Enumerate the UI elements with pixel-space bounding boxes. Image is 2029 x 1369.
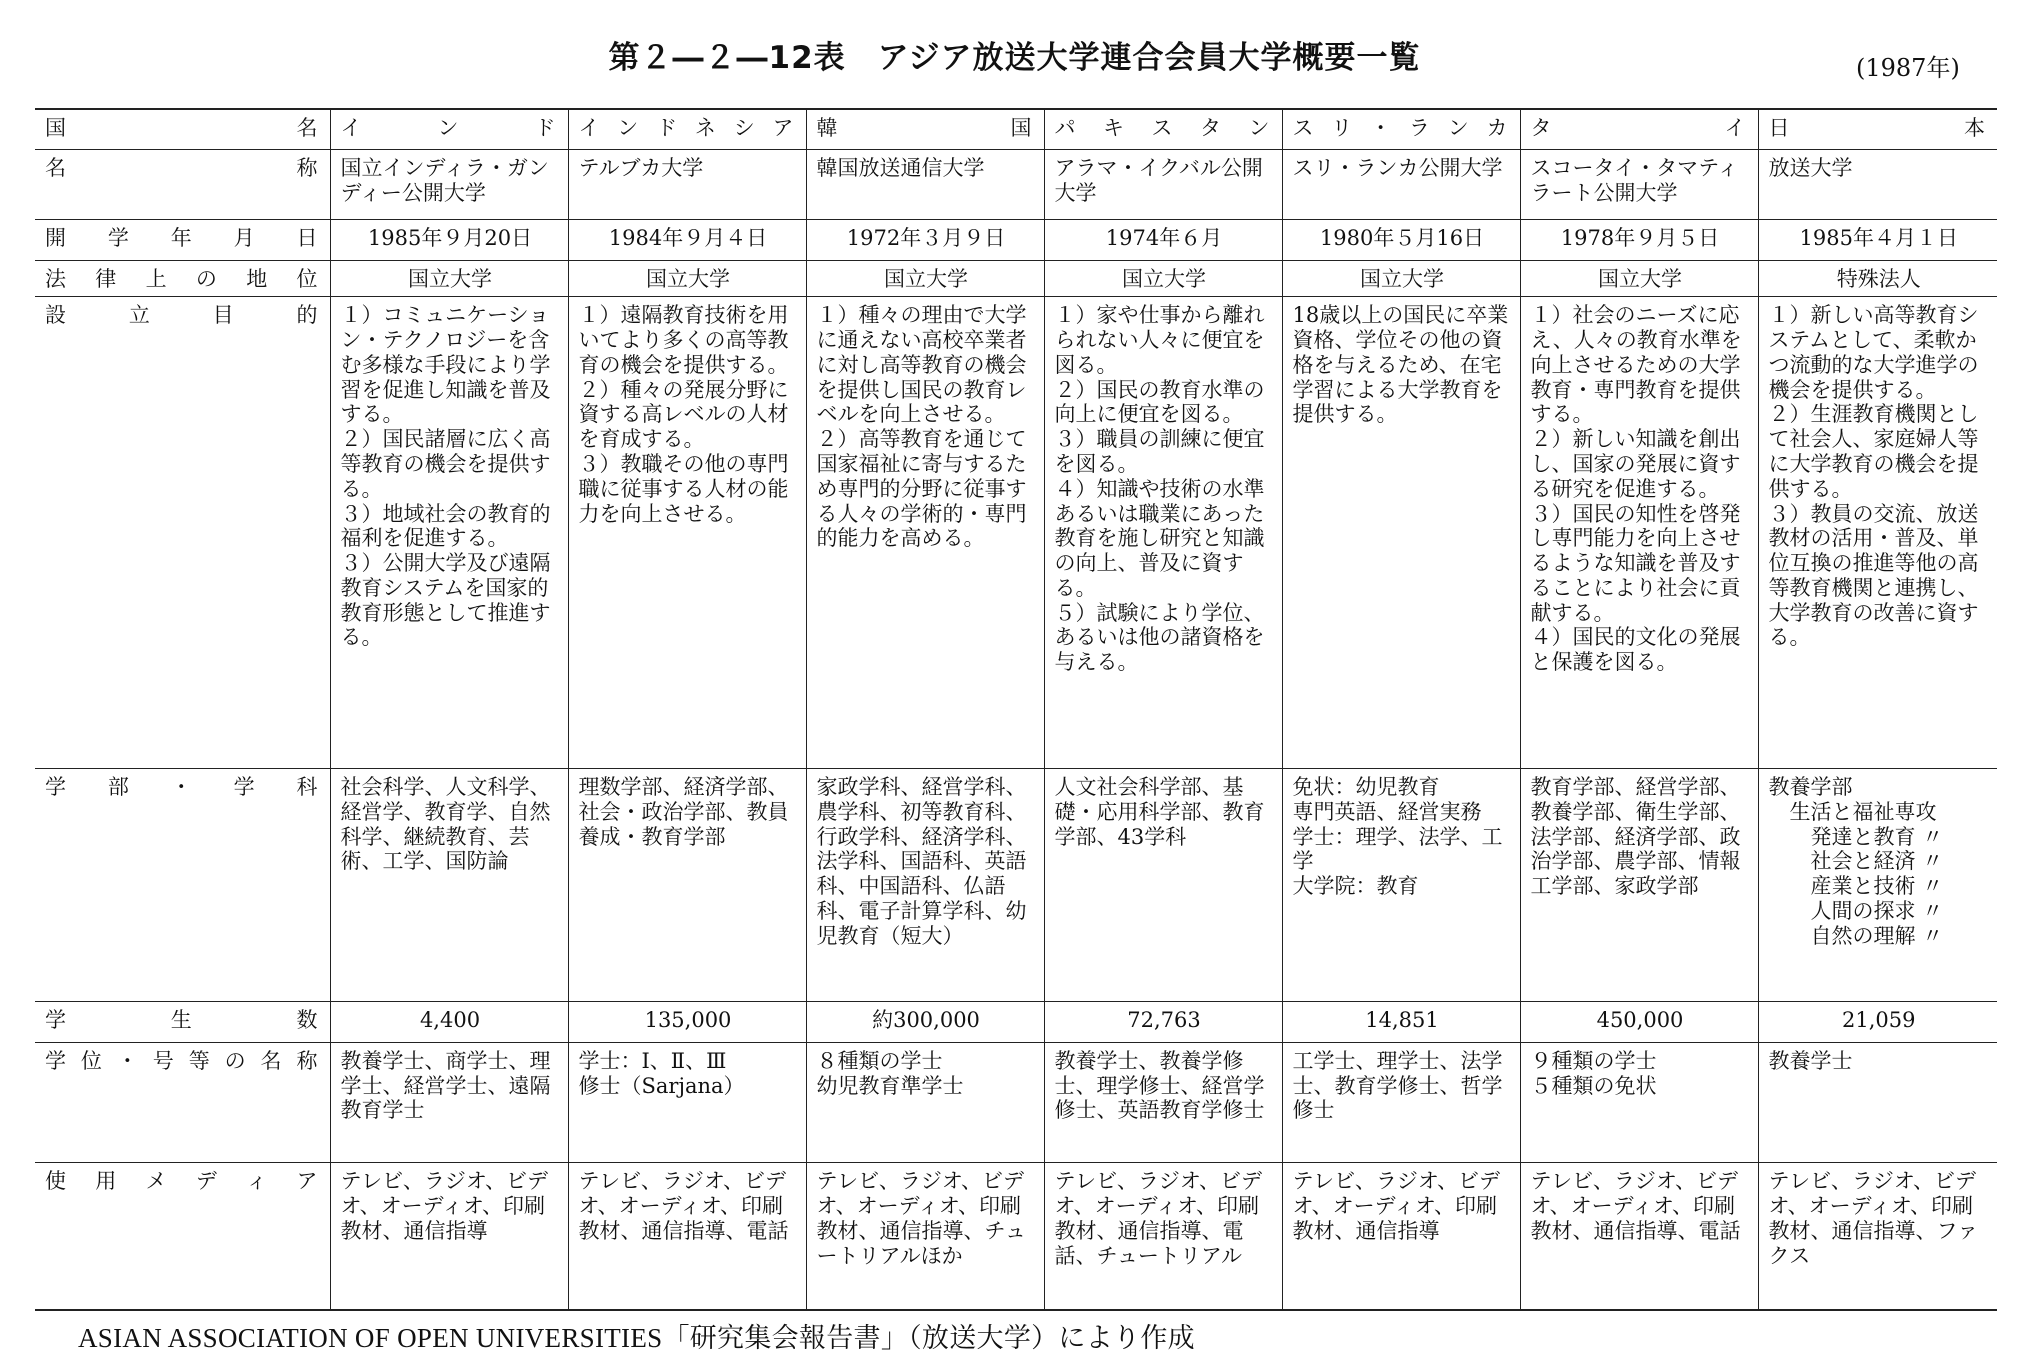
- table-year: (1987年): [1856, 54, 1960, 82]
- cell-legal: 国立大学: [568, 260, 806, 297]
- cell-opened: 1972年３月９日: [806, 219, 1044, 260]
- cell-legal: 国立大学: [1282, 260, 1520, 297]
- cell-country: [1044, 109, 1282, 150]
- cell-name: スリ・ランカ公開大学: [1282, 150, 1520, 219]
- row-students: [35, 1002, 1997, 1043]
- cell-students: 約300,000: [806, 1002, 1044, 1043]
- row-label-faculties: [35, 769, 330, 1002]
- cell-degrees: ８種類の学士 幼児教育準学士: [806, 1042, 1044, 1163]
- row-opened: [35, 219, 1997, 260]
- cell-students: 4,400: [330, 1002, 568, 1043]
- cell-students: 21,059: [1758, 1002, 1997, 1043]
- row-name: [35, 150, 1997, 219]
- cell-opened: 1985年９月20日: [330, 219, 568, 260]
- cell-name: スコータイ・タマティラート公開大学: [1520, 150, 1758, 219]
- cell-country: [1758, 109, 1997, 150]
- cell-purpose: １）家や仕事から離れられない人々に便宜を図る。 ２）国民の教育水準の向上に便宜を図る。 ３）職員の訓練に便宜を図る。 ４）知識や技術の水準あるいは職業にあった教育を施し研究と知識の向上、普及に資する。 ５）試験により学位、あるいは他の諸資格を与える。: [1044, 297, 1282, 769]
- cell-legal: 国立大学: [330, 260, 568, 297]
- row-label-students: [35, 1002, 330, 1043]
- spread-label: 韓 国: [816, 116, 1032, 140]
- cell-students: 450,000: [1520, 1002, 1758, 1043]
- spread-label: ス リ ・ ラ ン カ: [1292, 116, 1508, 140]
- cell-media: テレビ、ラジオ、ビデオ、オーディオ、印刷教材、通信指導、チュートリアルほか: [806, 1163, 1044, 1310]
- spread-label: パ キ ス タ ン: [1054, 116, 1270, 140]
- cell-faculties: 教養学部 生活と福祉専攻 発達と教育 〃 社会と経済 〃 産業と技術 〃 人間の探求 〃 自然の理解 〃: [1758, 769, 1997, 1002]
- spread-label: 使 用 メ デ ィ ア: [45, 1169, 318, 1194]
- source-note: ASIAN ASSOCIATION OF OPEN UNIVERSITIES「研究集会報告書」（放送大学）により作成: [78, 1323, 1195, 1353]
- spread-label: タ イ: [1530, 116, 1746, 140]
- cell-name: 韓国放送通信大学: [806, 150, 1044, 219]
- cell-media: テレビ、ラジオ、ビデオ、オーディオ、印刷教材、通信指導: [330, 1163, 568, 1310]
- row-media: [35, 1163, 1997, 1310]
- cell-faculties: 理数学部、経済学部、社会・政治学部、教員養成・教育学部: [568, 769, 806, 1002]
- cell-legal: 国立大学: [806, 260, 1044, 297]
- cell-name: テルブカ大学: [568, 150, 806, 219]
- cell-purpose: １）社会のニーズに応え、人々の教育水準を向上させるための大学教育・専門教育を提供する。 ２）新しい知識を創出し、国家の発展に資する研究を促進する。 ３）国民の知性を啓発し専門能力を向上させるような知識を普及することにより社会に貢献する。 ４）国民的文化の発展と保護を図る。: [1520, 297, 1758, 769]
- cell-faculties: 教育学部、経営学部、教養学部、衛生学部、法学部、経済学部、政治学部、農学部、情報工学部、家政学部: [1520, 769, 1758, 1002]
- spread-label: 国 名: [45, 116, 318, 140]
- spread-label: イ ン ド: [340, 116, 556, 140]
- cell-media: テレビ、ラジオ、ビデオ、オーディオ、印刷教材、通信指導、電話: [568, 1163, 806, 1310]
- cell-purpose: １）遠隔教育技術を用いてより多くの高等教育の機会を提供する。 ２）種々の発展分野に資する高レベルの人材を育成する。 ３）教職その他の専門職に従事する人材の能力を向上させる。: [568, 297, 806, 769]
- row-legal: [35, 260, 1997, 297]
- cell-purpose: １）種々の理由で大学に通えない高校卒業者に対し高等教育の機会を提供し国民の教育レベルを向上させる。 ２）高等教育を通じて国家福祉に寄与するため専門的分野に従事する人々の学術的・専門的能力を高める。: [806, 297, 1044, 769]
- cell-name: アラマ・イクバル公開大学: [1044, 150, 1282, 219]
- row-label-name: [35, 150, 330, 219]
- cell-media: テレビ、ラジオ、ビデオ、オーディオ、印刷教材、通信指導: [1282, 1163, 1520, 1310]
- cell-media: テレビ、ラジオ、ビデオ、オーディオ、印刷教材、通信指導、ファクス: [1758, 1163, 1997, 1310]
- cell-legal: 特殊法人: [1758, 260, 1997, 297]
- cell-country: [806, 109, 1044, 150]
- cell-opened: 1980年５月16日: [1282, 219, 1520, 260]
- row-label-opened: [35, 219, 330, 260]
- cell-degrees: ９種類の学士 ５種類の免状: [1520, 1042, 1758, 1163]
- cell-opened: 1978年９月５日: [1520, 219, 1758, 260]
- cell-students: 135,000: [568, 1002, 806, 1043]
- cell-opened: 1974年６月: [1044, 219, 1282, 260]
- spread-label: 法 律 上 の 地 位: [45, 266, 318, 291]
- cell-legal: 国立大学: [1520, 260, 1758, 297]
- cell-name: 国立インディラ・ガンディー公開大学: [330, 150, 568, 219]
- cell-name: 放送大学: [1758, 150, 1997, 219]
- cell-degrees: 工学士、理学士、法学士、教育学修士、哲学修士: [1282, 1042, 1520, 1163]
- cell-country: [1520, 109, 1758, 150]
- cell-faculties: 免状：幼児教育 専門英語、経営実務 学士：理学、法学、工学 大学院：教育: [1282, 769, 1520, 1002]
- cell-opened: 1984年９月４日: [568, 219, 806, 260]
- cell-country: [330, 109, 568, 150]
- cell-degrees: 学士：Ⅰ、Ⅱ、Ⅲ 修士（Sarjana）: [568, 1042, 806, 1163]
- cell-purpose: １）コミュニケーション・テクノロジーを含む多様な手段により学習を促進し知識を普及する。 ２）国民諸層に広く高等教育の機会を提供する。 ３）地域社会の教育的福利を促進する。 ３）公開大学及び遠隔教育システムを国家的教育形態として推進する。: [330, 297, 568, 769]
- cell-faculties: 家政学科、経営学科、農学科、初等教育科、行政学科、経済学科、法学科、国語科、英語科、中国語科、仏語科、電子計算学科、幼児教育（短大）: [806, 769, 1044, 1002]
- spread-label: 学 部 ・ 学 科: [45, 775, 318, 800]
- cell-purpose: １）新しい高等教育システムとして、柔軟かつ流動的な大学進学の機会を提供する。 ２）生涯教育機関として社会人、家庭婦人等に大学教育の機会を提供する。 ３）教員の交流、放送教材の活用・普及、単位互換の推進等他の高等教育機関と連携し、大学教育の改善に資する。: [1758, 297, 1997, 769]
- university-table: [35, 108, 1997, 1311]
- cell-purpose: 18歳以上の国民に卒業資格、学位その他の資格を与えるため、在宅学習による大学教育を提供する。: [1282, 297, 1520, 769]
- cell-legal: 国立大学: [1044, 260, 1282, 297]
- row-country: [35, 109, 1997, 150]
- cell-country: [1282, 109, 1520, 150]
- row-label-legal: [35, 260, 330, 297]
- row-faculties: [35, 769, 1997, 1002]
- cell-degrees: 教養学士: [1758, 1042, 1997, 1163]
- spread-label: 設 立 目 的: [45, 303, 318, 328]
- cell-degrees: 教養学士、商学士、理学士、経営学士、遠隔教育学士: [330, 1042, 568, 1163]
- row-label-degrees: [35, 1042, 330, 1163]
- cell-media: テレビ、ラジオ、ビデオ、オーディオ、印刷教材、通信指導、電話、チュートリアル: [1044, 1163, 1282, 1310]
- cell-faculties: 人文社会科学部、基礎・応用科学部、教育学部、43学科: [1044, 769, 1282, 1002]
- cell-degrees: 教養学士、教養学修士、理学修士、経営学修士、英語教育学修士: [1044, 1042, 1282, 1163]
- spread-label: イ ン ド ネ シ ア: [578, 116, 794, 140]
- cell-students: 72,763: [1044, 1002, 1282, 1043]
- row-label-media: [35, 1163, 330, 1310]
- row-label-purpose: [35, 297, 330, 769]
- cell-students: 14,851: [1282, 1002, 1520, 1043]
- cell-media: テレビ、ラジオ、ビデオ、オーディオ、印刷教材、通信指導、電話: [1520, 1163, 1758, 1310]
- spread-label: 学 位 ・ 号 等 の 名 称: [45, 1048, 318, 1073]
- cell-opened: 1985年４月１日: [1758, 219, 1997, 260]
- spread-label: 日 本: [1768, 116, 1985, 140]
- cell-faculties: 社会科学、人文科学、経営学、教育学、自然科学、継続教育、芸術、工学、国防論: [330, 769, 568, 1002]
- row-purpose: [35, 297, 1997, 769]
- spread-label: 名 称: [45, 156, 318, 181]
- spread-label: 学 生 数: [45, 1008, 318, 1033]
- row-label-country: [35, 109, 330, 150]
- page-title: 第２―２―12表 アジア放送大学連合会員大学概要一覧: [608, 40, 1421, 76]
- row-degrees: [35, 1042, 1997, 1163]
- spread-label: 開 学 年 月 日: [45, 225, 318, 250]
- cell-country: [568, 109, 806, 150]
